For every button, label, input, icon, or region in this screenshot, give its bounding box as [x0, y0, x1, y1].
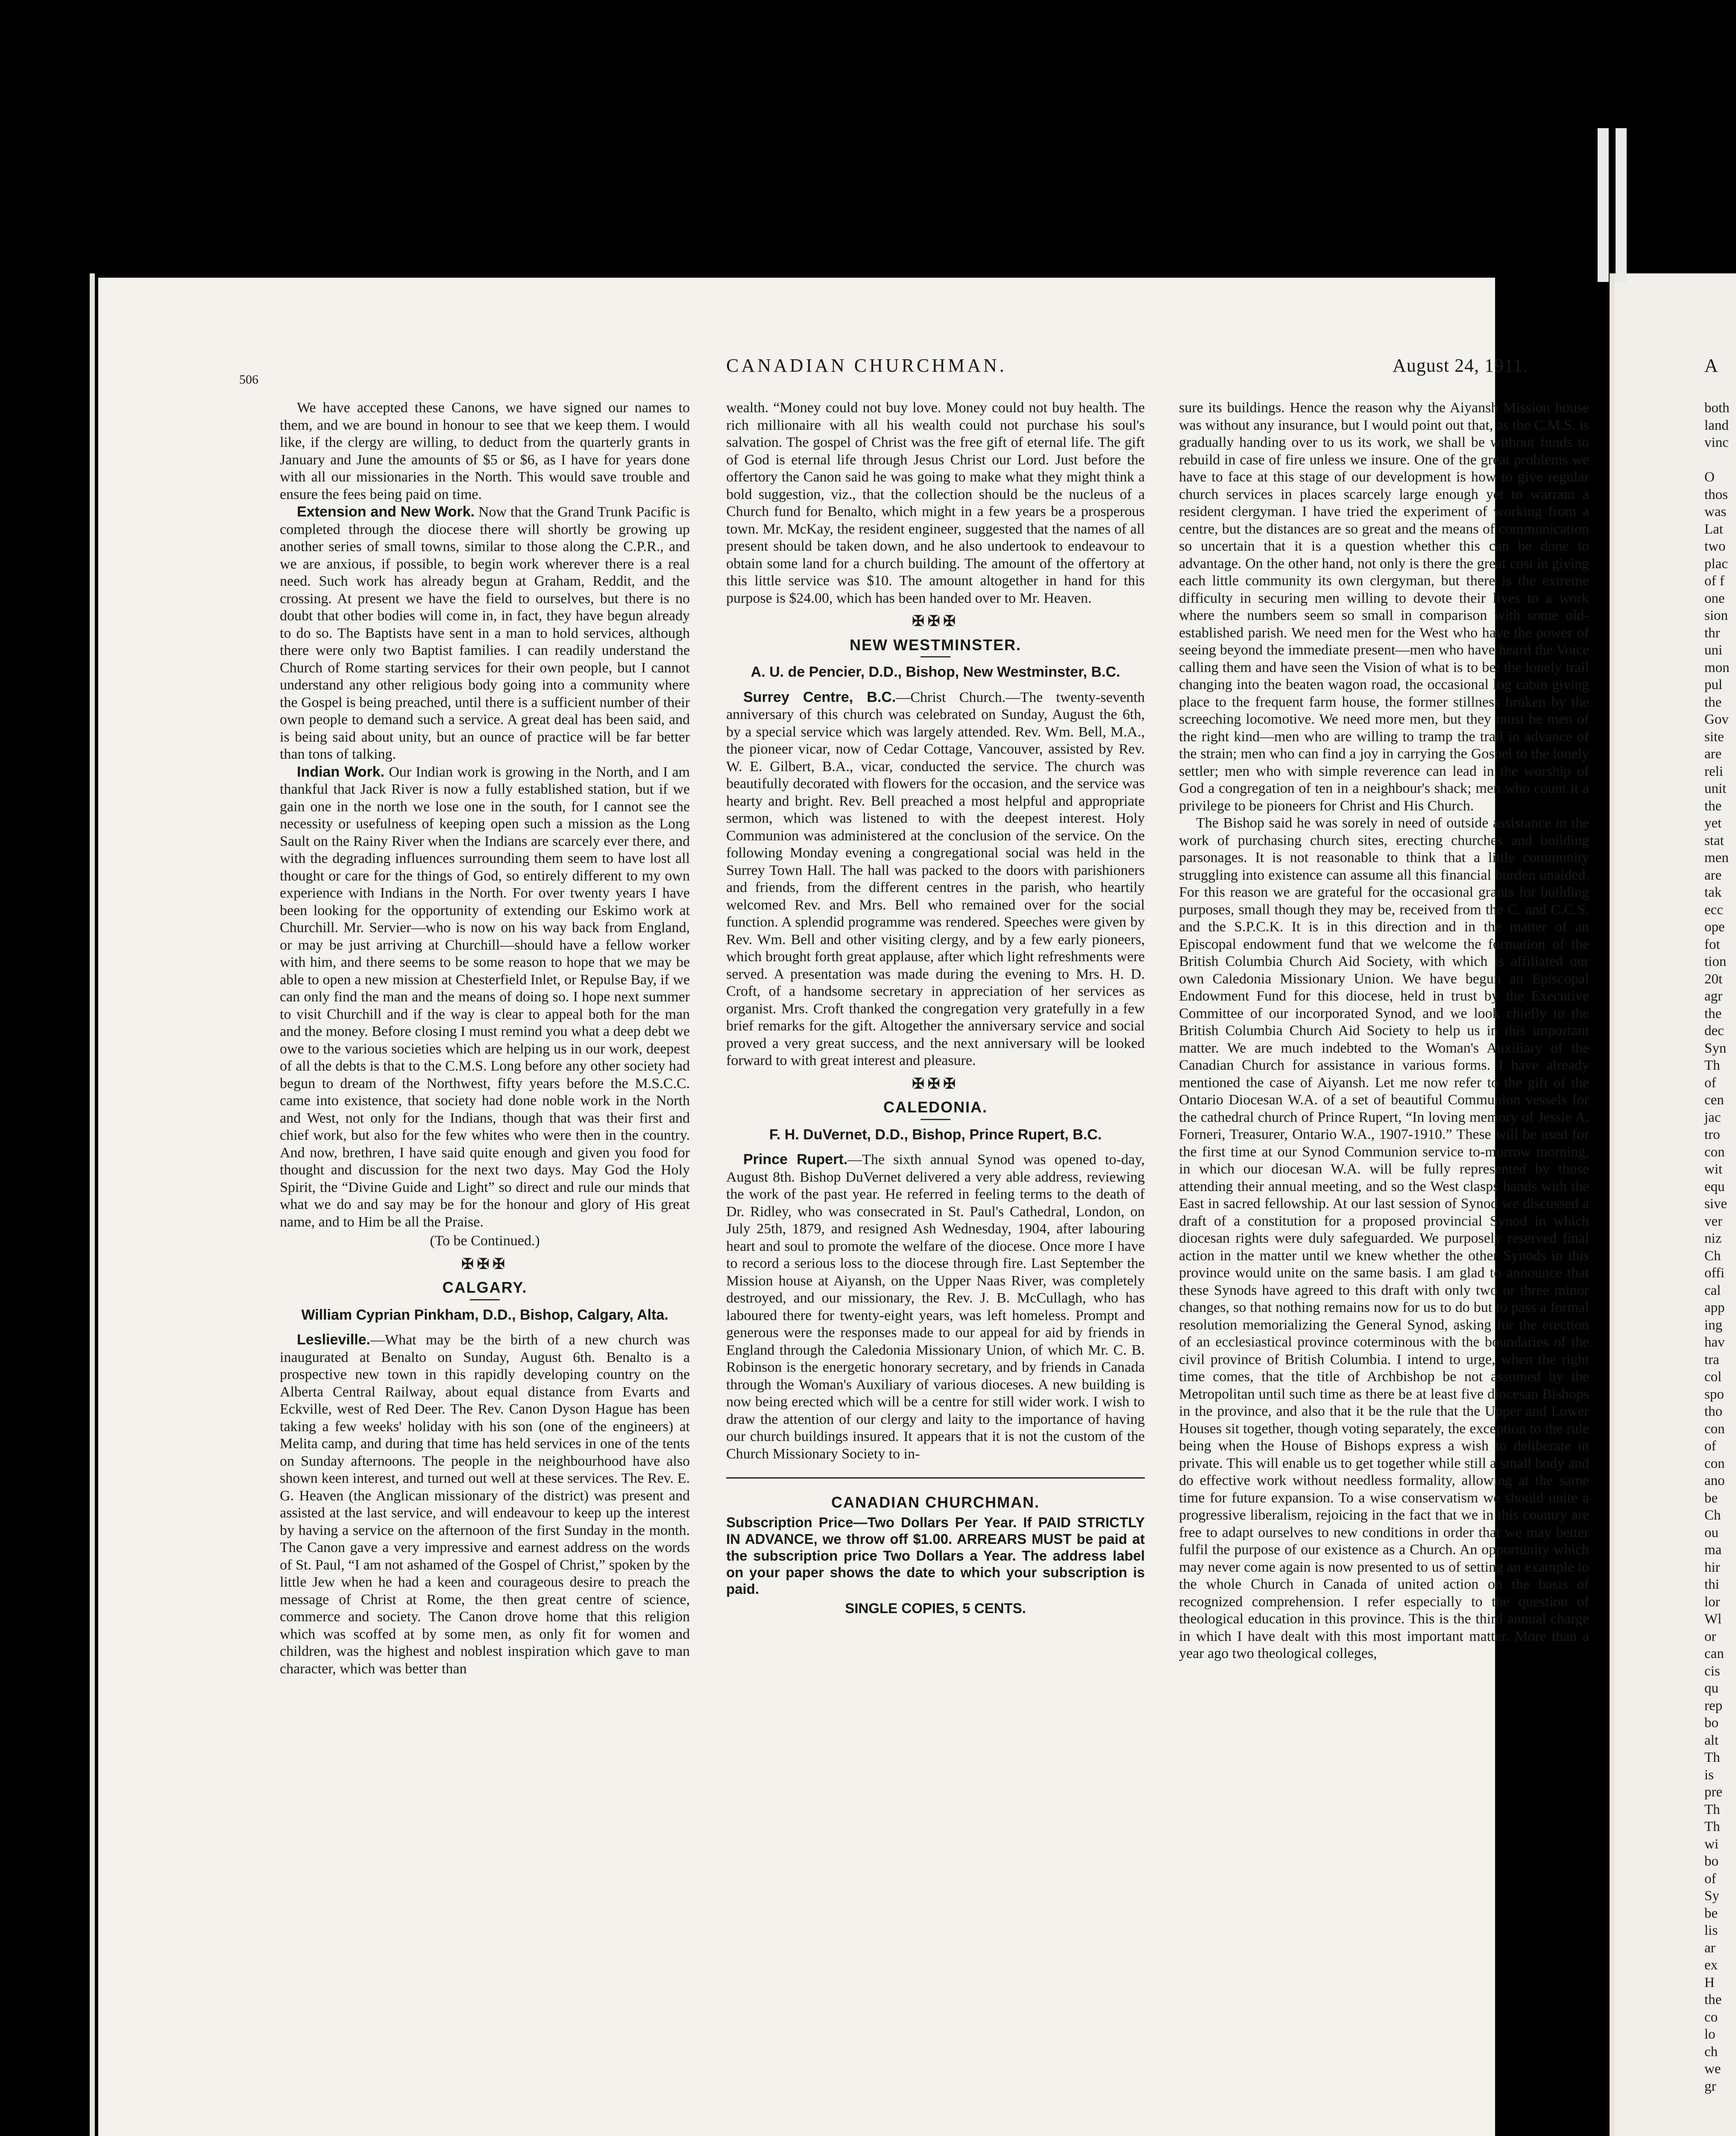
edge-fragment: uni [1704, 643, 1723, 658]
edge-fragment: qu [1704, 1681, 1718, 1696]
run-in-heading: Extension and New Work. [297, 504, 475, 520]
edge-fragment: O [1704, 469, 1715, 485]
edge-fragment: the [1704, 798, 1722, 814]
run-in-heading: Surrey Centre, B.C. [743, 689, 896, 705]
edge-fragment: is [1704, 1767, 1714, 1783]
edge-fragment: tak [1704, 885, 1722, 900]
continued-note: (To be Continued.) [430, 1233, 540, 1249]
subscription-box [726, 1477, 1145, 1617]
column-3 [1179, 399, 1589, 1663]
running-date: August 24, 1911. [1393, 355, 1528, 376]
edge-fragment: Ch [1704, 1248, 1721, 1264]
paragraph-text: —What may be the birth of a new church was inaugurated at Benalto on Sunday, August 6th. Benalto is a prospective new town in this rapidly developing country on the Alberta Central Railway, about equal distance from Evarts and Eckville, west of Red Deer. The Rev. Canon Dyson Hague has been taking a few weeks' holiday with his son (one of the engineers) at Melita camp, and during that time has held services in one of the tents on Sunday afternoons. The people in the neighbourhood have also shown keen interest, and turned out well at these services. The Rev. E. G. Heaven (the Anglican missionary of the district) was present and assisted at the last service, and will endeavour to keep up the interest by having a service on the afternoon of the first Sunday in the month. The Canon gave a very impressive and earnest address on the words of St. Paul, “I am not ashamed of the Gospel of Christ,” spoken by the little Jew when he had a keen and courageous desire to preach the message of Christ at Rome, the then great centre of science, commerce and society. The Canon drove home that this religion which was scoffed at by some men, as only fit for women and children, was the highest and noblest inspiration which gave to man character, which was better than [280, 1332, 690, 1677]
edge-fragment: was [1704, 504, 1727, 519]
edge-fragment: be [1704, 1490, 1718, 1506]
divider [921, 656, 950, 657]
edge-fragment: lo [1704, 2027, 1715, 2042]
edge-fragment: rep [1704, 1698, 1723, 1713]
edge-fragment: vinc [1704, 435, 1729, 450]
edge-fragment: unit [1704, 781, 1727, 796]
edge-fragment: ver [1704, 1213, 1723, 1229]
edge-fragment: of [1704, 1871, 1716, 1887]
section-heading: CALGARY. [442, 1279, 528, 1296]
edge-fragment: one [1704, 590, 1725, 606]
edge-fragment: Gov [1704, 712, 1729, 727]
edge-fragment: lis [1704, 1923, 1718, 1938]
box-title: CANADIAN CHURCHMAN. [831, 1493, 1040, 1511]
edge-fragment: ano [1704, 1473, 1725, 1488]
section-ornament: ✠✠✠ [912, 1076, 959, 1092]
facing-page-fragments [1704, 399, 1730, 2095]
edge-fragment: pul [1704, 677, 1723, 692]
box-single-copies: SINGLE COPIES, 5 CENTS. [845, 1600, 1026, 1616]
section-ornament: ✠✠✠ [461, 1256, 508, 1272]
edge-fragment: tra [1704, 1352, 1719, 1367]
paragraph: The Bishop said he was sorely in need of outside assistance in the work of purchasing church sites, erecting churches and building parsonages. It is not reasonable to think that a little community struggling into existence can assume all this financial burden unaided. For this reason we are grateful for the occasional grants for building purposes, small though they may be, received from the C. and C.C.S. and the S.P.C.K. It is in this direction and in the matter of an Episcopal endowment fund that we welcome the formation of the British Columbia Church Aid Society, with which is affiliated our own Caledonia Missionary Union. We have begun an Episcopal Endowment Fund for this diocese, held in trust by the Executive Committee of our incorporated Synod, and we look chiefly to the British Columbia Church Aid Society to help us in this important matter. We are much indebted to the Woman's Auxiliary of the Canadian Church for assistance in various forms. I have already mentioned the case of Aiyansh. Let me now refer to the gift of the Ontario Diocesan W.A. of a set of beautiful Communion vessels for the cathedral church of Prince Rupert, “In loving memory of Jessie A. Forneri, Treasurer, Ontario W.A., 1907-1910.” These will be used for the first time at our Synod Communion service to-morrow morning, in which our diocesan W.A. will be fully represented by those attending their annual meeting, and so the West clasps hands with the East in sacred fellowship. At our last session of Synod we discussed a draft of a constitution for a proposed provincial Synod in which diocesan rights were duly safeguarded. We purposely reserved final action in the matter until we knew whether the other Synods in this province would unite on the same basis. I am glad to announce that these Synods have agreed to this draft with only two or three minor changes, so that nothing remains now for us to do but to pass a formal resolution memorializing the General Synod, asking for the erection of an ecclesiastical province coterminous with the boundaries of the civil province of British Columbia. I intend to urge, when the right time comes, that the title of Archbishop be not assumed by the Metropolitan until such time as there be at least five diocesan Bishops in the province, and also that it be the rule that the Upper and Lower Houses sit together, though voting separately, the exception to the rule being when the House of Bishops express a wish to deliberate in private. This will enable us to get together while still a small body and do effective work without needless formality, allowing at the same time for future expansion. To a wise conservatism we should unite a progressive liberalism, rejoicing in the fact that we in this country are free to adapt ourselves to new conditions in order that we may better fulfil the purpose of our existence as a Church. An opportunity which may never come again is now presented to us of setting an example to the whole Church in Canada of united action on the basis of recognized comprehension. I refer especially to the question of theological education in this province. This is the third annual charge in which I have dealt with this most important matter. More than a year ago two theological colleges, [1179, 815, 1589, 1661]
edge-fragment: sion [1704, 608, 1728, 623]
edge-fragment: cis [1704, 1663, 1720, 1679]
paragraph-text: Now that the Grand Trunk Pacific is completed through the diocese there will shortly be growing up another series of small towns, similar to those along the C.P.R., and we are anxious, if possible, to begin work wherever there is a real need. Such work has already begun at Graham, Reddit, and the crossing. At present we have the field to ourselves, but there is no doubt that other bodies will come in, in fact, they have begun already to do so. The Baptists have sent in a man to hold services, although there were only two Baptist families. I can readily understand the Church of Rome starting services for their own people, but I cannot understand any other religious body going into a community where the Gospel is being preached, until there is a sufficient number of their own people to demand such a service. A great deal has been said, and is being said about unity, but an ounce of practice will be far better than tons of talking. [280, 504, 690, 762]
section-heading: NEW WESTMINSTER. [850, 636, 1021, 654]
edge-fragment: alt [1704, 1732, 1718, 1748]
edge-fragment: ecc [1704, 902, 1723, 918]
edge-fragment [1704, 452, 1730, 469]
edge-fragment: ex [1704, 1957, 1718, 1973]
edge-fragment: sive [1704, 1196, 1727, 1212]
run-in-heading: Leslieville. [297, 1332, 370, 1348]
edge-fragment: Syn [1704, 1040, 1727, 1056]
edge-fragment: Th [1704, 1058, 1720, 1073]
edge-fragment: land [1704, 417, 1729, 433]
bishop-heading: F. H. DuVernet, D.D., Bishop, Prince Rupert, B.C. [769, 1126, 1102, 1143]
edge-fragment: the [1704, 1006, 1722, 1021]
column-2 [726, 399, 1145, 1617]
edge-fragment: the [1704, 694, 1722, 710]
edge-fragment: app [1704, 1300, 1725, 1315]
edge-fragment: offi [1704, 1265, 1725, 1281]
page-edge [1610, 273, 1615, 2136]
edge-fragment: reli [1704, 763, 1723, 779]
facing-page-header: A [1704, 355, 1718, 376]
edge-fragment: two [1704, 539, 1726, 554]
edge-fragment: cen [1704, 1092, 1724, 1108]
paragraph [280, 503, 690, 763]
paragraph [726, 1151, 1145, 1463]
edge-fragment: wit [1704, 1162, 1723, 1177]
section-heading: CALEDONIA. [883, 1098, 988, 1116]
edge-fragment: Th [1704, 1802, 1720, 1817]
edge-fragment: ope [1704, 919, 1725, 935]
running-title: CANADIAN CHURCHMAN. [726, 355, 1007, 376]
edge-fragment: niz [1704, 1231, 1722, 1246]
run-in-heading: Prince Rupert. [743, 1151, 848, 1168]
edge-fragment: Th [1704, 1750, 1720, 1765]
film-mark [1598, 128, 1609, 282]
edge-fragment: cal [1704, 1282, 1721, 1298]
edge-fragment: Lat [1704, 521, 1723, 537]
edge-fragment: or [1704, 1628, 1716, 1644]
edge-fragment: co [1704, 2009, 1718, 2025]
edge-fragment: con [1704, 1455, 1725, 1471]
paragraph-text: Our Indian work is growing in the North, and I am thankful that Jack River is now a fully established station, but if we gain one in the north we lose one in the south, for I cannot see the necessity or usefulness of keeping open such a mission as the Long Sault on the Rainy River when the Indians are scarcely ever there, and with the degrading influences surrounding them seem to have lost all thought or care for the things of God, so entirely different to my own experience with Indians in the North. For over twenty years I have been looking for the opportunity of extending our Eskimo work at Churchill. Mr. Servier—who is now on his way back from England, or may be just arriving at Churchill—should have a fellow worker with him, and there seems to be some reason to hope that we may be able to open a new mission at Chesterfield Inlet, or Repulse Bay, if we can only find the man and the means of doing so. I hope next summer to visit Churchill and if the way is clear to appeal both for the man and the money. Before closing I must remind you what a deep debt we owe to the various societies which are helping us in our work, deepest of all the debts is that to the C.M.S. Long before any other society had begun to dream of the Northwest, fifty years before the M.S.C.C. came into existence, that society had done noble work in the North and West, not only for the Indians, though that was their first and chief work, but also for the few whites who were then in the country. And now, brethren, I have said quite enough and given you food for thought and discussion for the next two days. May God the Holy Spirit, the “Divine Guide and Light” so direct and rule our minds that what we do and say may be for the honour and glory of His great name, and to Him be all the Praise. [280, 764, 690, 1230]
paragraph: We have accepted these Canons, we have signed our names to them, and we are bound in honour to see that we keep them. I would like, if the clergy are willing, to deduct from the quarterly grants in January and June the amounts of $5 or $6, as I have for years done with all our missionaries in the North. This would save trouble and ensure the fees being paid on time. [280, 400, 690, 502]
edge-fragment: we [1704, 2061, 1721, 2077]
edge-fragment: can [1704, 1646, 1724, 1661]
edge-fragment: tro [1704, 1127, 1720, 1142]
edge-fragment: H [1704, 1975, 1715, 1990]
bishop-heading: William Cyprian Pinkham, D.D., Bishop, Calgary, Alta. [301, 1306, 669, 1323]
paragraph: sure its buildings. Hence the reason why the Aiyansh Mission house was without any insurance, but I would point out that, as the C.M.S. is gradually handing over to us its work, we shall be without funds to rebuild in case of fire unless we insure. One of the great problems we have to face at this stage of our development is how to give regular church services in places scarcely large enough yet to warrant a resident clergyman. I have tried the experiment of working from a centre, but the distances are so great and the means of communication so uncertain that it is a question whether this can be done to advantage. On the other hand, not only is there the great cost in giving each little community its own clergyman, but there is the extreme difficulty in securing men willing to devote their lives to a work where the numbers seem so small in comparison with some old-established parish. We need men for the West who have the power of seeing beyond the immediate present—men who have heard the Voice calling them and have seen the Vision of what is to be: the lonely trail changing into the beaten wagon road, the occasional log cabin giving place to the frequent farm house, the former stillness broken by the screeching locomotive. We need more men, but they must be men of the right kind—men who are willing to tramp the trail in advance of the strain; men who can find a joy in carrying the Gospel to the lonely settler; men who with simple reverence can lead in the worship of God a congregation of ten in a neighbour's shack; men who count it a privilege to be pioneers for Christ and His Church. [1179, 400, 1589, 814]
edge-fragment: be [1704, 1905, 1718, 1921]
edge-fragment: 20t [1704, 971, 1723, 987]
paragraph-text: —Christ Church.—The twenty-seventh anniversary of this church was celebrated on Sunday, August the 6th, by a special service which was largely attended. Rev. Wm. Bell, M.A., the pioneer vicar, now of Cedar Cottage, Vancouver, assisted by Rev. W. E. Gilbert, B.A., vicar, conducted the service. The church was beautifully decorated with flowers for the occasion, and the service was hearty and bright. Rev. Bell preached a most helpful and appropriate sermon, which was listened to with the deepest interest. Holy Communion was administered at the conclusion of the service. On the following Monday evening a congregational social was held in the Surrey Town Hall. The hall was packed to the doors with parishioners and friends, from the different centres in the parish, who heartily welcomed Rev. and Mrs. Bell who remained over for the social function. A splendid programme was rendered. Speeches were given by Rev. Wm. Bell and other visiting clergy, and by a few early pioneers, which brought forth great applause, after which light refreshments were served. A presentation was made during the evening to Mrs. H. D. Croft, of a handsome secretary in appreciation of her services as organist. Mrs. Croft thanked the congregation very gratefully in a few brief remarks for the gift. Altogether the anniversary service and social proved a very great success, and the next anniversary will be looked forward to with great interest and pleasure. [726, 689, 1145, 1068]
edge-fragment: bo [1704, 1715, 1718, 1731]
paragraph-text: —The sixth annual Synod was opened to-day, August 8th. Bishop DuVernet delivered a very able address, reviewing the work of the past year. He referred in feeling terms to the death of Dr. Ridley, who was consecrated in St. Paul's Cathedral, London, on July 25th, 1879, and resigned Ash Wednesday, 1904, after labouring heart and soul to promote the welfare of the diocese. Once more I have to record a serious loss to the diocese through fire. Last September the Mission house at Aiyansh, on the Upper Naas River, was completely destroyed, and our missionary, the Rev. J. B. McCullagh, who has laboured there for twenty-eight years, was left homeless. Prompt and generous were the responses made to our appeal for aid by friends in England through the Caledonia Missionary Union, of which Mr. C. B. Robinson is the energetic honorary secretary, and by friends in Canada through the Woman's Auxiliary of various dioceses. A new building is now being erected which will be a centre for still wider work. I wish to draw the attention of our clergy and laity to the importance of having our church buildings insured. It appears that it is not the custom of the Church Missionary Society to in- [726, 1152, 1145, 1462]
edge-fragment: site [1704, 729, 1724, 745]
edge-fragment: of [1704, 1075, 1716, 1091]
edge-fragment: thr [1704, 625, 1720, 641]
edge-fragment: spo [1704, 1386, 1724, 1402]
paragraph [280, 1331, 690, 1678]
edge-fragment: mon [1704, 660, 1730, 675]
edge-fragment: ch [1704, 2044, 1718, 2060]
edge-fragment: ar [1704, 1940, 1715, 1956]
divider [470, 1299, 500, 1300]
edge-fragment: plac [1704, 556, 1728, 572]
edge-fragment: pre [1704, 1784, 1723, 1800]
edge-fragment: con [1704, 1421, 1725, 1437]
edge-fragment: of [1704, 1438, 1716, 1454]
edge-fragment: tho [1704, 1404, 1723, 1419]
paragraph: wealth. “Money could not buy love. Money could not buy health. The rich millionaire with all his wealth could not purchase his soul's salvation. The gospel of Christ was the free gift of eternal life. The gift of God is eternal life through Jesus Christ our Lord. Just before the offertory the Canon said he was going to make what they might think a bold suggestion, viz., that the collection should be the nucleus of a Church fund for Benalto, which might in a few years be a prosperous town. Mr. McKay, the resident engineer, suggested that the names of all present should be taken down, and he also undertook to endeavour to obtain some land for a church building. The amount of the offertory at this little service was $10. The amount altogether in hand for this purpose is $24.00, which has been handed over to Mr. Heaven. [726, 400, 1145, 606]
page-number: 506 [239, 373, 258, 387]
edge-fragment: agr [1704, 989, 1723, 1004]
paragraph [280, 763, 690, 1231]
edge-fragment: are [1704, 867, 1722, 883]
edge-fragment: wi [1704, 1836, 1718, 1852]
bishop-heading: A. U. de Pencier, D.D., Bishop, New Westminster, B.C. [751, 664, 1120, 680]
edge-fragment: jac [1704, 1109, 1721, 1125]
edge-fragment: both [1704, 400, 1730, 416]
edge-fragment: stat [1704, 833, 1724, 848]
edge-fragment: thi [1704, 1577, 1719, 1592]
column-1 [280, 399, 690, 1678]
paragraph [726, 689, 1145, 1070]
edge-fragment: gr [1704, 2078, 1716, 2094]
edge-fragment: thos [1704, 487, 1728, 502]
divider [921, 1119, 950, 1120]
edge-fragment: yet [1704, 816, 1722, 831]
edge-fragment: tion [1704, 954, 1727, 969]
edge-fragment: con [1704, 1144, 1725, 1160]
edge-fragment: are [1704, 746, 1722, 762]
edge-fragment: the [1704, 1992, 1722, 2007]
run-in-heading: Indian Work. [297, 763, 385, 780]
edge-fragment: equ [1704, 1179, 1725, 1194]
edge-fragment: of f [1704, 573, 1724, 589]
edge-fragment: fot [1704, 936, 1720, 952]
edge-fragment: ou [1704, 1525, 1718, 1540]
edge-fragment: dec [1704, 1023, 1724, 1039]
edge-fragment: lor [1704, 1594, 1720, 1610]
edge-fragment: hir [1704, 1559, 1720, 1575]
edge-fragment: men [1704, 850, 1729, 866]
box-body: Subscription Price—Two Dollars Per Year. If PAID STRICTLY IN ADVANCE, we throw off $1.00. ARREARS MUST be paid at the subscription price Two Dollars a Year. The address label on your paper shows the date to which your subscription is paid. [726, 1514, 1145, 1597]
edge-fragment: Wl [1704, 1611, 1722, 1627]
edge-fragment: col [1704, 1369, 1722, 1385]
edge-fragment: bo [1704, 1854, 1718, 1869]
page-edge [90, 273, 95, 2136]
edge-fragment: Th [1704, 1819, 1720, 1834]
section-ornament: ✠✠✠ [912, 613, 959, 629]
edge-fragment: ing [1704, 1317, 1723, 1333]
edge-fragment: ma [1704, 1542, 1722, 1558]
edge-fragment: hav [1704, 1335, 1725, 1350]
edge-fragment: Sy [1704, 1888, 1719, 1904]
film-mark [1616, 128, 1627, 282]
edge-fragment: Ch [1704, 1508, 1721, 1523]
